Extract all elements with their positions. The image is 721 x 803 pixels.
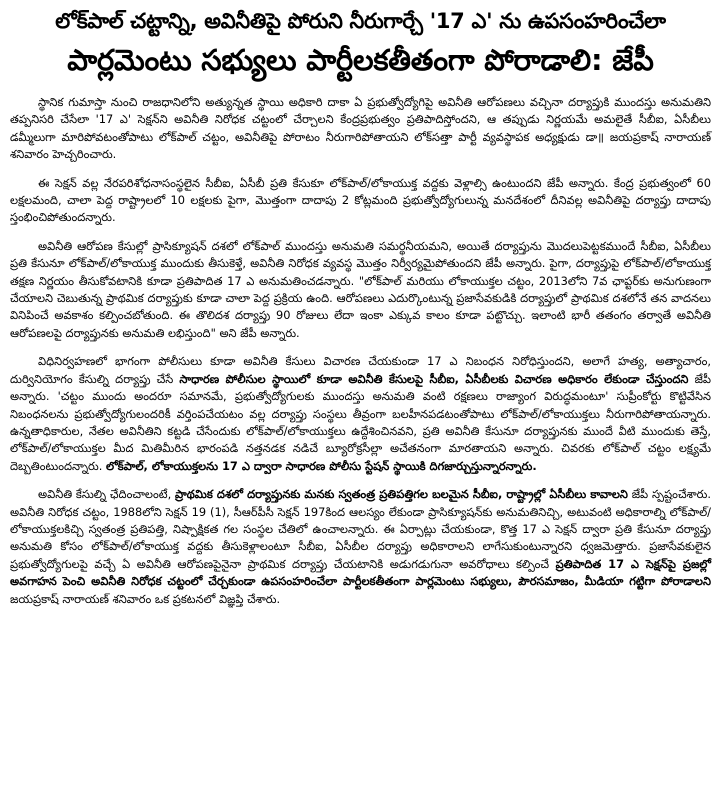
paragraph-text: అవినీతి ఆరోపణ కేసుల్లో ప్రాసిక్యూషన్ దశలో లోక్‌పాల్ ముందస్తు అనుమతి సమర్థనీయమని, అయితే దర్యాప్తును మొదలుపెట్టకముందే సీబీఐ, ఏసీబీలు ప్రతి కేసునూ లోక్‌పాల్/లోకాయుక్త ముందుకు తీసుకెళ్తే, అవినీతి నిరోధక వ్యవస్థ మొత్తం నిర్వీర్యమైపోతుందని జేపీ అన్నారు. పైగా, దర్యాప్తుపై లోక్‌పాల్/లోకాయుక్త తక్షణ నిర్ణయం తీసుకోవటానికి కూడా ప్రతిపాదిత 17 ఎ అనుమతించడన్నారు. "లోక్‌పాల్ మరియు లోకాయుక్తల చట్టం, 2013లోని 7వ ఛాప్టర్‌కు అనుగుణంగా చేయాలని చెబుతున్న ప్రాథమిక దర్యాప్తుకు కూడా చాలా పెద్ద ప్రక్రియ ఉంది. ఆరోపణలు ఎదుర్కొంటున్న ప్రజాసేవకుడికి దర్యాప్తులో ప్రాథమిక దశలోనే తన వాదనలు వినిపించే అవకాశం కల్పించబోతుంది. ఈ తొలిదశ దర్యాప్తు 90 రోజులు లేదా ఇంకా ఎక్కువ కాలం కూడా పట్టొచ్చు. ఇలాంటి భారీ తతంగం తర్వాతే అవినీతి ఆరోపణలపై దర్యాప్తునకు అనుమతి లభిస్తుంది" అని జేపీ అన్నారు. — [10, 238, 711, 340]
paragraph-text: జయప్రకాష్ నారాయణ్ శనివారం ఒక ప్రకటనలో విజ్ఞప్తి చేశారు. — [10, 591, 281, 606]
paragraph-5 — [10, 486, 711, 608]
main-headline: పార్లమెంటు సభ్యులు పార్టీలకతీతంగా పోరాడాలి: జేపీ — [67, 43, 654, 77]
paragraph-text: అవినీతి కేసుల్ని ఛేదించాలంటే, — [38, 487, 175, 502]
bold-emphasis: సాధారణ పోలీసుల స్థాయిలో కూడా అవినీతి కేసులపై సీబీఐ, ఏసీబీలకు విచారణ అధికారం లేకుండా చేస్తుందని — [179, 371, 689, 386]
paragraph-3 — [10, 238, 711, 342]
paragraph-text: స్థానిక గుమాస్తా నుంచి రాజధానిలోని అత్యున్నత స్థాయి అధికారి దాకా ఏ ప్రభుత్వోద్యోగిపై అవినీతి ఆరోపణలు వచ్చినా దర్యాప్తుకి ముందస్తు అనుమతిని తప్పనిసరి చేసేలా '17 ఎ' సెక్షన్‌ని అవినీతి నిరోధక చట్టంలో చేర్చాలని కేంద్రప్రభుత్వం ప్రతిపాదిస్తోందని, ఆ తప్పుడు నిర్ణయమే అమలైతే సీబీఐ, ఏసీబీలు డమ్మీలుగా మారిపోవటంతోపాటు లోక్‌పాల్ చట్టం, అవినీతిపై పోరాటం నీరుగారిపోతాయని లోక్‌సత్తా పార్టీ వ్యవస్థాపక అధ్యక్షుడు డా॥ జయప్రకాష్ నారాయణ్ శనివారం హెచ్చరించారు. — [10, 95, 711, 162]
paragraph-4 — [10, 353, 711, 475]
paragraph-text: జేపీ అన్నారు. 'చట్టం ముందు అందరూ సమానమే, ప్రభుత్వోద్యోగులకు ముందస్తు అనుమతి వంటి రక్షణలు రాజ్యాంగ విరుద్ధమంటూ' సుప్రీంకోర్టు కొట్టివేసిన నిబంధనలను ప్రభుత్వోద్యోగులందరికీ వర్తింపచేయటం వల్ల దర్యాప్తు సంస్థలు తీవ్రంగా బలహీనపడటంతోపాటు లోక్‌పాల్/లోకాయుక్తలు నీరుగారిపోతాయన్నారు. ఉన్నతాధికారుల, నేతల అవినీతిని కట్టడి చేసేందుకు లోక్‌పాల్/లోకాయుక్తలు ఉద్దేశించినవని, ప్రతి అవినీతి కేసునూ దర్యాప్తునకు ముందే వీటి ముందుకు తెస్తే, లోక్‌పాల్/లోకాయుక్తల మీద మితిమీరిన భారంపడి నత్తనడక నడిచే బ్యూరోక్రసీల్లా అచేతనంగా మారతాయని అన్నారు. చివరకు లోక్‌పాల్ చట్టం లక్ష్యమే దెబ్బతింటుందన్నారు. — [10, 371, 711, 473]
paragraph-text: విధినిర్వహణలో భాగంగా పోలీసులు కూడా అవినీతి కేసులు విచారణ చేయకుండా 17 ఎ నిబంధన నిరోధిస్తుందని, అలాగే హత్య, అత్యాచారం, దుర్వినియోగం కేసుల్ని దర్యాప్తు చేసే — [10, 354, 711, 386]
paragraph-2 — [10, 175, 711, 227]
paragraph-1 — [10, 94, 711, 164]
bold-emphasis: ప్రతిపాదిత 17 ఎ సెక్షన్‌పై ప్రజల్లో అవగాహన పెంచి అవినీతి నిరోధక చట్టంలో చేర్చకుండా ఉపసంహరించేలా పార్టీలకతీతంగా పార్లమెంటు సభ్యులు, పౌరసమాజం, మీడియా గట్టిగా పోరాడాలని — [10, 556, 711, 589]
bold-emphasis: ప్రాథమిక దశలో దర్యాప్తునకు మనకు స్వతంత్ర ప్రతిపత్తిగల బలమైన సీబీఐ, రాష్ట్రాల్లో ఏసీబీలు కావాలని — [174, 487, 628, 502]
kicker-headline: లోక్‌పాల్ చట్టాన్ని, అవినీతిపై పోరుని నీరుగార్చే '17 ఎ' ను ఉపసంహరించేలా — [55, 9, 666, 33]
paragraph-text: జేపీ స్పష్టంచేశారు. అవినీతి నిరోధక చట్టం, 1988లోని సెక్షన్ 19 (1), సీఆర్‌పీసీ సెక్షన్ 197కింద ఆలస్యం లేకుండా ప్రాసిక్యూషన్‌కు అనుమతినిచ్చి, అటువంటి అధికారాల్ని లోక్‌పాల్/లోకాయుక్తలకిచ్చి స్వతంత్ర ప్రతిపత్తి, నిష్పాక్షికత గల సంస్థల చేతిలో ఉంచాలన్నారు. ఈ ఏర్పాట్లు చేయకుండా, కొత్త 17 ఎ సెక్షన్ ద్వారా ప్రతి కేసునూ దర్యాప్తు అనుమతి కోసం లోక్‌పాల్/లోకాయుక్త వద్దకు తీసుకెళ్లాలంటూ సీబీఐ, ఏసీబీల దర్యాప్తు అధికారాలని లాగేసుకుంటున్నారని ధ్వజమెత్తారు. ప్రజాసేవకులైన ప్రభుత్వోద్యోగులపై వచ్చే ఏ అవినీతి ఆరోపణపైనైనా ప్రాథమిక దర్యాప్తు చేయటానికి అడుగడుగునా అవరోధాలు కల్పించే — [10, 487, 711, 571]
article-body — [10, 94, 711, 608]
bold-emphasis: లోక్‌పాల్, లోకాయుక్తలను 17 ఎ ద్వారా సాధారణ పోలీసు స్టేషన్ స్థాయికి దిగజార్చుస్తున్నారన్నారు. — [106, 458, 537, 473]
paragraph-text: ఈ సెక్షన్ వల్ల నేరపరిశోధనాసంస్థలైన సీబీఐ, ఏసీబీ ప్రతి కేసుకూ లోక్‌పాల్/లోకాయుక్త వద్దకు వెళ్లాల్సి ఉంటుందని జేపీ అన్నారు. కేంద్ర ప్రభుత్వంలో 60 లక్షలమంది, చాలా పెద్ద రాష్ట్రాలలో 10 లక్షలకు పైగా, మొత్తంగా దాదాపు 2 కోట్లమంది ప్రభుత్వోద్యోగులున్న మనదేశంలో దీనివల్ల అవినీతిపై దర్యాప్తు దాదాపు స్తంభించిపోతుందన్నారు. — [10, 175, 711, 225]
